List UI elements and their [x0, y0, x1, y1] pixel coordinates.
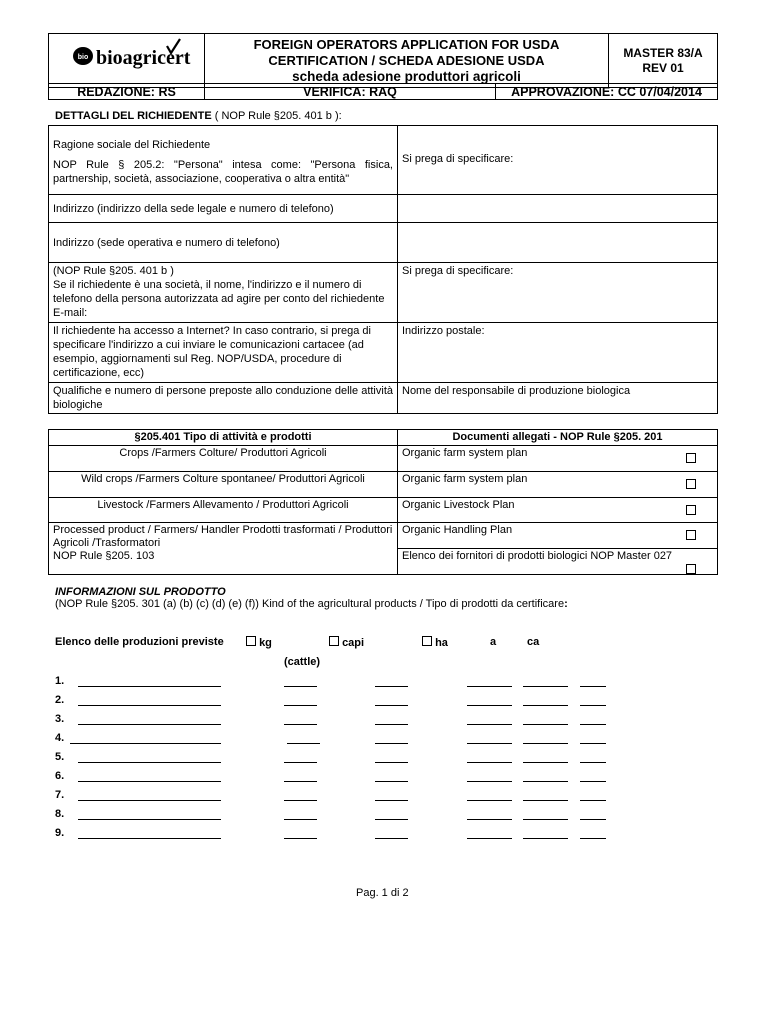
ca-field[interactable]: [580, 705, 606, 706]
activity-table: [48, 429, 718, 575]
ha-field[interactable]: [467, 800, 512, 801]
organic-manager-field[interactable]: Nome del responsabile di produzione biologica: [398, 383, 718, 414]
ca-field[interactable]: [580, 800, 606, 801]
kg-field[interactable]: [284, 762, 317, 763]
authorized-person-field[interactable]: Si prega di specificare:: [398, 263, 718, 323]
doc-row: [398, 498, 718, 523]
doc-label: Elenco dei fornitori di prodotti biologici NOP Master 027: [402, 550, 673, 562]
logo-text: bioagricert: [96, 47, 191, 69]
legal-address-field[interactable]: [398, 195, 718, 223]
capi-field[interactable]: [375, 724, 408, 725]
capi-field[interactable]: [375, 743, 408, 744]
operating-address-label: Indirizzo (sede operativa e numero di telefono): [49, 223, 398, 263]
kg-field[interactable]: [287, 743, 320, 744]
unit-cattle: (cattle): [284, 656, 321, 668]
kg-field[interactable]: [284, 781, 317, 782]
activity-wild-crops: Wild crops /Farmers Colture spontanee/ Produttori Agricoli: [49, 472, 398, 498]
product-section-subtitle: (NOP Rule §205. 301 (a) (b) (c) (d) (e) (f)) Kind of the agricultural products / Tipo di prodotti da certificare:: [55, 598, 568, 610]
authorized-person-label: (NOP Rule §205. 401 b ) Se il richiedente è una società, il nome, l'indirizzo e il numero di telefono della persona autorizzata ad agire per conto del richiedente E-mail:: [49, 263, 398, 323]
product-name-field[interactable]: [70, 743, 221, 744]
product-name-field[interactable]: [78, 800, 221, 801]
logo-mark: bio: [77, 54, 89, 61]
redazione: REDAZIONE: RS: [49, 84, 205, 100]
document-header: [48, 33, 718, 88]
approvazione: APPROVAZIONE: CC 07/04/2014: [496, 84, 718, 100]
row-number: 8.: [55, 808, 65, 820]
product-name-field[interactable]: [78, 686, 221, 687]
doc-label: Organic farm system plan: [402, 473, 528, 485]
a-field[interactable]: [523, 762, 568, 763]
doc-row: [398, 549, 718, 575]
applicant-section-title: DETTAGLI DEL RICHIEDENTE ( NOP Rule §205. 401 b ):: [55, 110, 342, 122]
doc-row: [398, 472, 718, 498]
ha-field[interactable]: [467, 781, 512, 782]
ha-field[interactable]: [467, 762, 512, 763]
a-field[interactable]: [523, 724, 568, 725]
row-number: 2.: [55, 694, 65, 706]
unit-capi: capi: [329, 636, 364, 649]
title-cell: [205, 34, 609, 88]
a-field[interactable]: [523, 743, 568, 744]
revision: REV 01: [642, 60, 684, 75]
ca-field[interactable]: [580, 838, 606, 839]
title-line-1: FOREIGN OPERATORS APPLICATION FOR USDA: [253, 36, 560, 52]
row-number: 6.: [55, 770, 65, 782]
suppliers-checkbox[interactable]: [686, 564, 696, 574]
applicant-table: [48, 125, 718, 414]
qualifications-label: Qualifiche e numero di persone preposte allo conduzione delle attività biologiche: [49, 383, 398, 414]
row-number: 5.: [55, 751, 65, 763]
page-number: Pag. 1 di 2: [356, 887, 409, 899]
ha-field[interactable]: [467, 686, 512, 687]
capi-field[interactable]: [375, 781, 408, 782]
row-number: 3.: [55, 713, 65, 725]
product-section-title: INFORMAZIONI SUL PRODOTTO: [55, 586, 226, 598]
doc-row: [398, 446, 718, 472]
kg-field[interactable]: [284, 800, 317, 801]
activity-processed: Processed product / Farmers/ Handler Prodotti trasformati / Produttori Agricoli /Trasformatori NOP Rule §205. 103: [49, 523, 398, 575]
legal-address-label: Indirizzo (indirizzo della sede legale e numero di telefono): [49, 195, 398, 223]
livestock-checkbox[interactable]: [686, 505, 696, 515]
activity-header: §205.401 Tipo di attività e prodotti: [49, 430, 398, 446]
product-name-field[interactable]: [78, 705, 221, 706]
doc-row: [398, 523, 718, 549]
kg-field[interactable]: [284, 686, 317, 687]
activity-crops: Crops /Farmers Colture/ Produttori Agricoli: [49, 446, 398, 472]
doc-label: Organic farm system plan: [402, 447, 528, 459]
capi-checkbox[interactable]: [329, 636, 339, 646]
ha-field[interactable]: [467, 724, 512, 725]
kg-field[interactable]: [284, 705, 317, 706]
bioagricert-logo: [49, 34, 204, 84]
kg-field[interactable]: [284, 819, 317, 820]
capi-field[interactable]: [375, 838, 408, 839]
ca-field[interactable]: [580, 743, 606, 744]
kg-checkbox[interactable]: [246, 636, 256, 646]
ha-field[interactable]: [467, 743, 512, 744]
master-cell: [609, 34, 718, 88]
product-name-field[interactable]: [78, 819, 221, 820]
capi-field[interactable]: [375, 819, 408, 820]
capi-field[interactable]: [375, 686, 408, 687]
ca-field[interactable]: [580, 724, 606, 725]
ha-field[interactable]: [467, 838, 512, 839]
capi-field[interactable]: [375, 762, 408, 763]
ca-field[interactable]: [580, 686, 606, 687]
internet-access-label: Il richiedente ha accesso a Internet? In caso contrario, si prega di specificare l'indirizzo a cui inviare le comunicazioni cartacee (ad esempio, aggiornamenti sul Reg. NOP/USDA, procedure di certificazione, ecc): [49, 323, 398, 383]
capi-field[interactable]: [375, 800, 408, 801]
wild-crops-checkbox[interactable]: [686, 479, 696, 489]
kg-field[interactable]: [284, 838, 317, 839]
kg-field[interactable]: [284, 724, 317, 725]
applicant-name-label: Ragione sociale del Richiedente NOP Rule § 205.2: "Persona" intesa come: "Persona fisica, partnership, società, associazione, cooperativa o altra entità": [49, 126, 398, 195]
applicant-name-field[interactable]: Si prega di specificare:: [398, 126, 718, 195]
activity-livestock: Livestock /Farmers Allevamento / Produttori Agricoli: [49, 498, 398, 523]
doc-label: Organic Handling Plan: [402, 524, 513, 536]
product-name-field[interactable]: [78, 724, 221, 725]
document-header-row2: [48, 83, 718, 100]
documents-header: Documenti allegati - NOP Rule §205. 201: [398, 430, 718, 446]
product-name-field[interactable]: [78, 838, 221, 839]
verifica: VERIFICA: RAQ: [205, 84, 496, 100]
unit-kg: kg: [246, 636, 272, 649]
production-list-label: Elenco delle produzioni previste: [55, 636, 224, 648]
ha-field[interactable]: [467, 819, 512, 820]
row-number: 9.: [55, 827, 65, 839]
processed-checkbox[interactable]: [686, 530, 696, 540]
postal-address-field[interactable]: Indirizzo postale:: [398, 323, 718, 383]
ca-field[interactable]: [580, 781, 606, 782]
a-field[interactable]: [523, 781, 568, 782]
row-number: 7.: [55, 789, 65, 801]
crops-checkbox[interactable]: [686, 453, 696, 463]
unit-ca: ca: [527, 636, 540, 648]
operating-address-field[interactable]: [398, 223, 718, 263]
product-name-field[interactable]: [78, 762, 221, 763]
ca-field[interactable]: [580, 819, 606, 820]
title-line-2: CERTIFICATION / SCHEDA ADESIONE USDA: [268, 52, 545, 68]
ca-field[interactable]: [580, 762, 606, 763]
master-code: MASTER 83/A: [623, 45, 703, 60]
row-number: 1.: [55, 675, 65, 687]
title-line-3: scheda adesione produttori agricoli: [292, 68, 521, 84]
a-field[interactable]: [523, 686, 568, 687]
a-field[interactable]: [523, 819, 568, 820]
a-field[interactable]: [523, 705, 568, 706]
doc-label: Organic Livestock Plan: [402, 499, 515, 511]
unit-ha: ha: [422, 636, 448, 649]
ha-field[interactable]: [467, 705, 512, 706]
unit-a: a: [490, 636, 497, 648]
product-name-field[interactable]: [78, 781, 221, 782]
a-field[interactable]: [523, 800, 568, 801]
logo-cell: [49, 34, 205, 88]
row-number: 4.: [55, 732, 65, 744]
ha-checkbox[interactable]: [422, 636, 432, 646]
capi-field[interactable]: [375, 705, 408, 706]
a-field[interactable]: [523, 838, 568, 839]
